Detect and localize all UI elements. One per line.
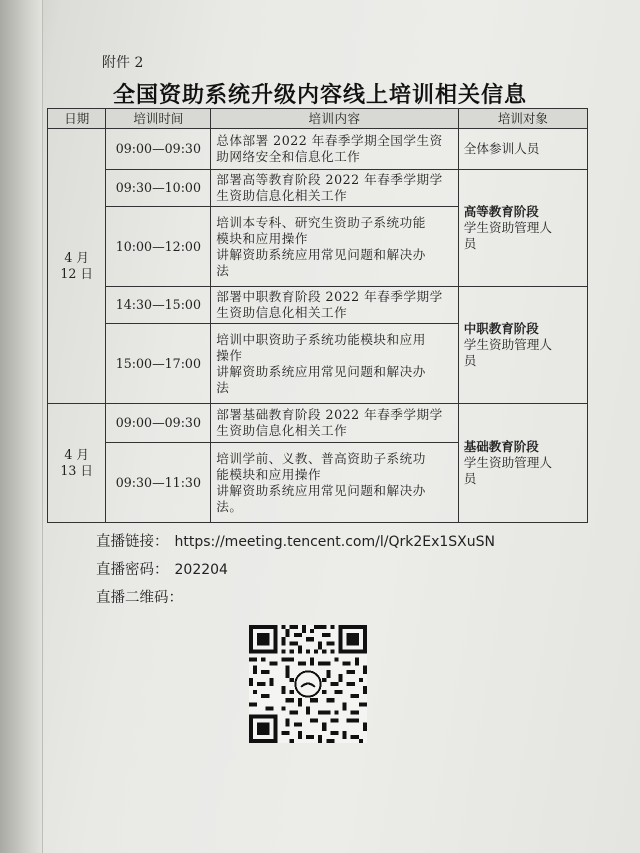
- qr-code-icon[interactable]: [249, 625, 367, 743]
- header-time: 培训时间: [106, 109, 211, 129]
- content-cell: 培训中职资助子系统功能模块和应用 操作 讲解资助系统应用常见问题和解决办 法: [211, 324, 459, 404]
- time-cell: 10:00—12:00: [106, 207, 211, 287]
- broadcast-password-line: [96, 558, 228, 579]
- table-row: [48, 404, 588, 443]
- content-cell: 培训本专科、研究生资助子系统功能 模块和应用操作 讲解资助系统应用常见问题和解决办 法: [211, 207, 459, 287]
- content-cell: 部署基础教育阶段 2022 年春季学期学 生资助信息化相关工作: [211, 404, 459, 443]
- broadcast-link[interactable]: https://meeting.tencent.com/l/Qrk2Ex1SXuSN: [174, 534, 495, 550]
- broadcast-qr-line: [96, 586, 183, 607]
- target-cell-basic-ed: 基础教育阶段 学生资助管理人 员: [458, 404, 587, 523]
- content-cell: 部署高等教育阶段 2022 年春季学期学 生资助信息化相关工作: [211, 170, 459, 207]
- broadcast-password-label: 直播密码：: [96, 562, 169, 578]
- time-cell: 09:00—09:30: [106, 129, 211, 170]
- date-cell-apr12: [48, 129, 106, 404]
- target-cell: 全体参训人员: [458, 129, 587, 170]
- date-day: 12 日: [60, 266, 94, 281]
- table-row: [48, 170, 588, 207]
- time-cell: 09:30—11:30: [106, 443, 211, 523]
- date-cell-apr13: [48, 404, 106, 523]
- broadcast-link-line: [96, 530, 495, 551]
- attachment-label: 附件 2: [102, 55, 144, 71]
- document-title: 全国资助系统升级内容线上培训相关信息: [112, 83, 527, 108]
- content-cell: 部署中职教育阶段 2022 年春季学期学 生资助信息化相关工作: [211, 287, 459, 324]
- previous-page-edge: [0, 0, 43, 853]
- content-cell: 总体部署 2022 年春季学期全国学生资 助网络安全和信息化工作: [211, 129, 459, 170]
- header-content: 培训内容: [211, 109, 459, 129]
- table-row: [48, 287, 588, 324]
- broadcast-qr-label: 直播二维码：: [96, 590, 183, 606]
- date-month: 4 月: [64, 250, 90, 265]
- broadcast-password: 202204: [174, 562, 228, 578]
- schedule-table: [47, 108, 588, 523]
- time-cell: 15:00—17:00: [106, 324, 211, 404]
- table-row: [48, 129, 588, 170]
- target-cell-higher-ed: 高等教育阶段 学生资助管理人 员: [458, 170, 587, 287]
- header-target: 培训对象: [458, 109, 587, 129]
- table-header-row: [48, 109, 588, 129]
- date-day: 13 日: [60, 463, 94, 478]
- content-cell: 培训学前、义教、普高资助子系统功 能模块和应用操作 讲解资助系统应用常见问题和解决办 法。: [211, 443, 459, 523]
- time-cell: 09:30—10:00: [106, 170, 211, 207]
- header-date: 日期: [48, 109, 106, 129]
- target-cell-vocational: 中职教育阶段 学生资助管理人 员: [458, 287, 587, 404]
- time-cell: 09:00—09:30: [106, 404, 211, 443]
- date-month: 4 月: [64, 447, 90, 462]
- time-cell: 14:30—15:00: [106, 287, 211, 324]
- broadcast-link-label: 直播链接：: [96, 534, 169, 550]
